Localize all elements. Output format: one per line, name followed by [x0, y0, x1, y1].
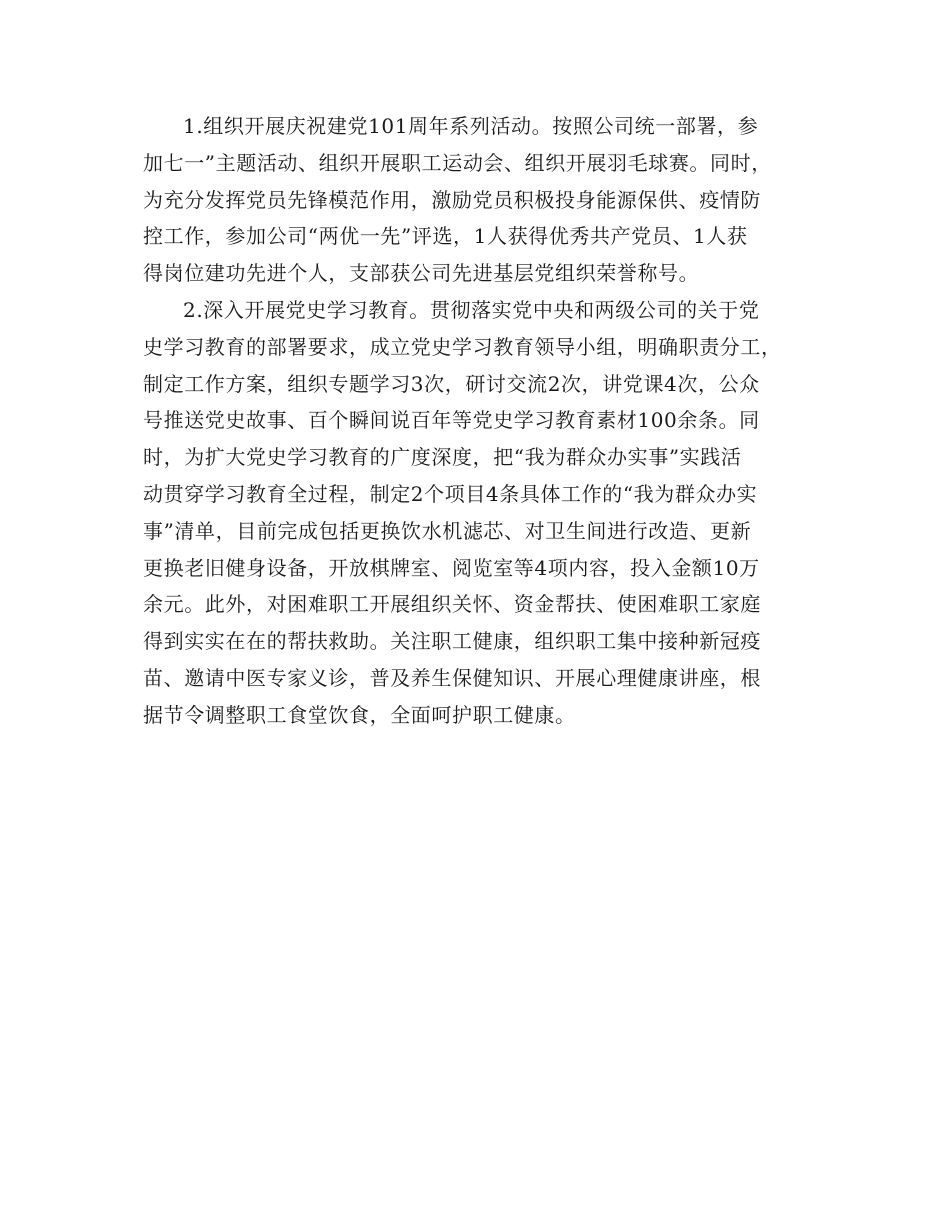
text-line: 1.组织开展庆祝建党101周年系列活动。按照公司统一部署，参	[183, 114, 759, 138]
text-line: 2.深入开展党史学习教育。贯彻落实党中央和两级公司的关于党	[183, 297, 760, 322]
text-line: 制定工作方案，组织专题学习3次，研讨交流2次，讲党课4次，公众	[143, 371, 760, 396]
text-line: 时，为扩大党史学习教育的广度深度，把“我为群众办实事”实践活	[143, 445, 742, 470]
text-line: 余元。此外，对困难职工开展组织关怀、资金帮扶、使困难职工家庭	[143, 592, 761, 617]
text-line: 为充分发挥党员先锋模范作用，激励党员积极投身能源保供、疫情防	[143, 187, 761, 212]
text-line: 控工作，参加公司“两优一先”评选，1人获得优秀共产党员、1人获	[143, 224, 748, 249]
text-line: 加七一”主题活动、组织开展职工运动会、组织开展羽毛球赛。同时，	[143, 150, 772, 175]
text-line: 事”清单，目前完成包括更换饮水机滤芯、对卫生间进行改造、更新	[143, 518, 752, 543]
text-line: 得岗位建功先进个人，支部获公司先进基层党组织荣誉称号。	[143, 261, 700, 286]
document-body	[143, 108, 815, 734]
paragraph-party-history-education	[143, 292, 815, 734]
paragraph-party-anniversary-activities	[143, 108, 815, 292]
text-line: 得到实实在在的帮扶救助。关注职工健康，组织职工集中接种新冠疫	[143, 629, 761, 654]
text-line: 号推送党史故事、百个瞬间说百年等党史学习教育素材100余条。同	[143, 408, 760, 433]
text-line: 动贯穿学习教育全过程，制定2个项目4条具体工作的“我为群众办实	[143, 481, 758, 506]
text-line: 史学习教育的部署要求，成立党史学习教育领导小组，明确职责分工，	[143, 334, 782, 359]
text-line: 更换老旧健身设备，开放棋牌室、阅览室等4项内容，投入金额10万	[143, 555, 760, 580]
text-line: 苗、邀请中医专家义诊，普及养生保健知识、开展心理健康讲座，根	[143, 665, 761, 690]
text-line: 据节令调整职工食堂饮食，全面呵护职工健康。	[143, 702, 576, 727]
